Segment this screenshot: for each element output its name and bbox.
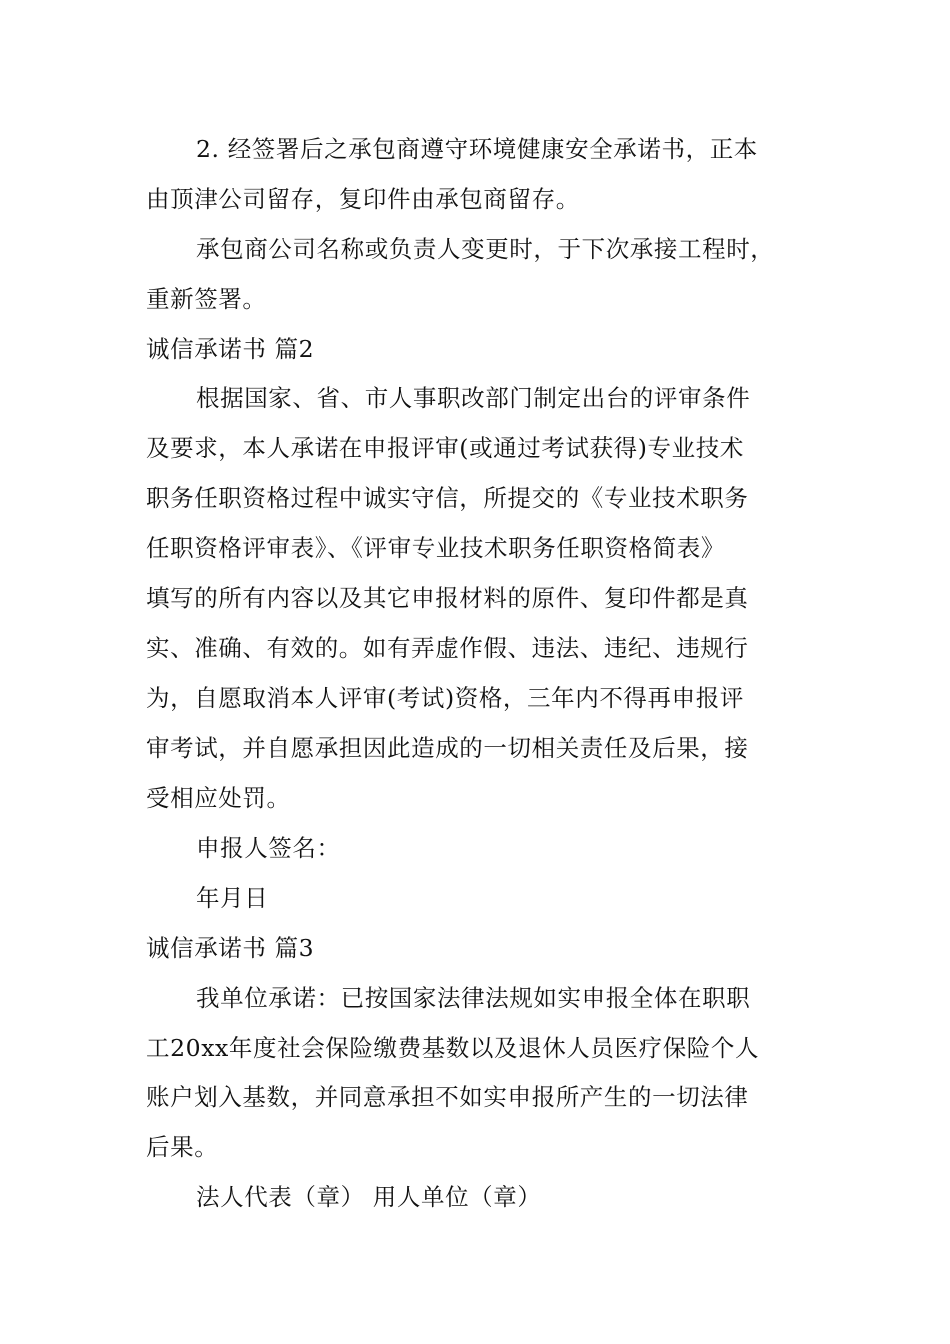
paragraph-line: 填写的所有内容以及其它申报材料的原件、复印件都是真	[146, 584, 749, 612]
paragraph-line: 任职资格评审表》、《评审专业技术职务任职资格简表》	[146, 534, 725, 562]
paragraph-line: 承包商公司名称或负责人变更时，于下次承接工程时，	[196, 235, 775, 263]
signature-label: 申报人签名：	[196, 834, 341, 862]
paragraph-line: 审考试，并自愿承担因此造成的一切相关责任及后果，接	[146, 734, 749, 762]
paragraph-line: 职务任职资格过程中诚实守信，所提交的《专业技术职务	[146, 484, 749, 512]
paragraph-line: 为，自愿取消本人评审(考试)资格，三年内不得再申报评	[146, 684, 744, 712]
date-label: 年月日	[196, 884, 269, 912]
paragraph-line: 重新签署。	[146, 285, 267, 313]
paragraph-line: 我单位承诺：已按国家法律法规如实申报全体在职职	[196, 984, 751, 1012]
paragraph-line: 后果。	[146, 1133, 219, 1161]
paragraph-line: 由顶津公司留存，复印件由承包商留存。	[146, 185, 580, 213]
paragraph-line: 账户划入基数，并同意承担不如实申报所产生的一切法律	[146, 1083, 749, 1111]
paragraph-line: 2. 经签署后之承包商遵守环境健康安全承诺书，正本	[196, 135, 758, 163]
section-heading: 诚信承诺书 篇3	[146, 934, 315, 962]
paragraph-line: 及要求，本人承诺在申报评审(或通过考试获得)专业技术	[146, 434, 744, 462]
paragraph-line: 受相应处罚。	[146, 784, 291, 812]
paragraph-line: 根据国家、省、市人事职改部门制定出台的评审条件	[196, 384, 751, 412]
section-heading: 诚信承诺书 篇2	[146, 335, 315, 363]
paragraph-line: 工20xx年度社会保险缴费基数以及退休人员医疗保险个人	[146, 1034, 760, 1062]
paragraph-line: 实、准确、有效的。如有弄虚作假、违法、违纪、违规行	[146, 634, 749, 662]
seal-labels: 法人代表（章） 用人单位（章）	[196, 1183, 542, 1211]
